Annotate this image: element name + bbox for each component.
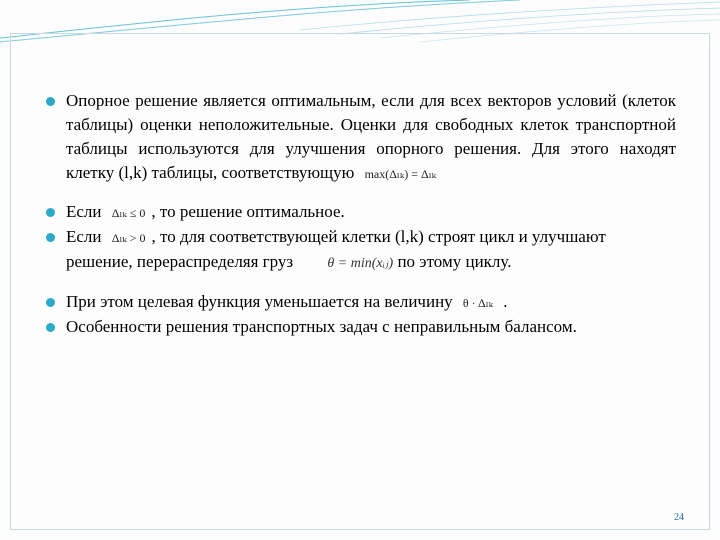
formula-delta-gt-zero: Δₗₖ > 0 (111, 231, 146, 245)
bullet-icon (46, 233, 55, 242)
bullet-text: При этом целевая функция уменьшается на величину (66, 292, 453, 311)
formula-theta-min: θ = min(xᵢⱼ) (327, 256, 394, 271)
bullet-item-optimality (46, 89, 676, 186)
bullet-item-if-positive (46, 225, 676, 276)
bullet-text-end: по этому циклу. (397, 252, 512, 271)
bullet-text: Особенности решения транспортных задач с неправильным балансом. (66, 317, 577, 336)
bullet-text: Опорное решение является оптимальным, если для всех векторов условий (клеток таблицы) оценки неположительные. Оценки для свободных клеток транспортной таблицы используются для улучшения опорного решения. Для этого находят клетку (l,k) таблицы, соответствующую (66, 91, 676, 182)
bullet-list (46, 89, 676, 339)
bullet-text: , то для соответствующей клетки (l,k) строят цикл и улучшают (151, 227, 606, 246)
bullet-icon (46, 298, 55, 307)
formula-max-delta: max(Δₗₖ) = Δₗₖ (364, 167, 436, 181)
bullet-text-line2: решение, перераспределяя груз (66, 252, 294, 271)
bullet-prefix: Если (66, 227, 102, 246)
bullet-prefix: Если (66, 202, 102, 221)
bullet-item-if-nonpositive (46, 200, 676, 225)
bullet-icon (46, 323, 55, 332)
bullet-item-unbalanced (46, 315, 676, 339)
bullet-icon (46, 208, 55, 217)
bullet-end: . (503, 292, 508, 311)
bullet-item-objective (46, 290, 676, 315)
formula-delta-le-zero: Δₗₖ ≤ 0 (111, 206, 146, 220)
bullet-icon (46, 97, 55, 106)
bullet-text: , то решение оптимальное. (151, 202, 345, 221)
formula-theta-delta: θ · Δₗₖ (462, 296, 494, 310)
page-number: 24 (674, 512, 684, 523)
